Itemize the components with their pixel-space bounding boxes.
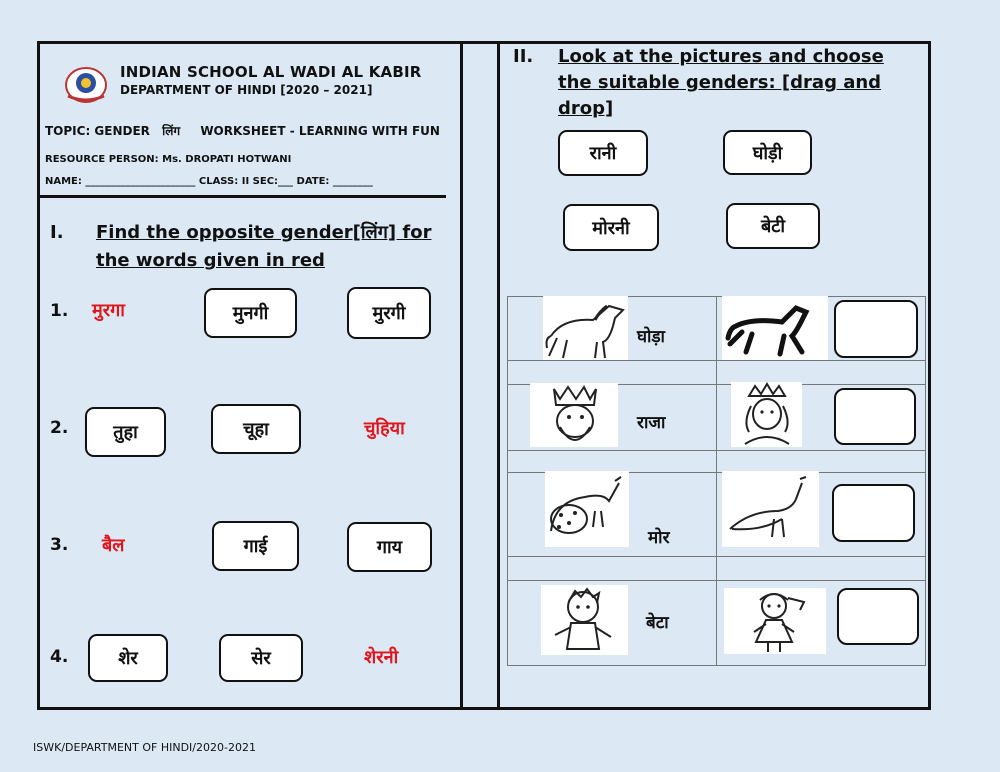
footer-text: ISWK/DEPARTMENT OF HINDI/2020-2021: [33, 741, 256, 754]
question-3-option-2[interactable]: गाय: [347, 522, 432, 572]
school-logo-icon: [64, 66, 108, 104]
topic-hindi: लिंग: [162, 124, 181, 138]
column-divider-left: [460, 41, 463, 710]
section2-number: II.: [513, 46, 534, 67]
department-name: DEPARTMENT OF HINDI [2020 – 2021]: [120, 83, 373, 97]
question-2-word: चुहिया: [364, 418, 405, 439]
drag-choice-morni[interactable]: मोरनी: [563, 204, 659, 251]
question-1-word: मुरगा: [92, 300, 125, 321]
row-4-label: बेटा: [646, 613, 669, 633]
question-4-word: शेरनी: [364, 647, 399, 668]
drag-choice-beti[interactable]: बेटी: [726, 203, 820, 249]
question-2-number: 2.: [50, 418, 69, 438]
question-1-option-1[interactable]: मुनगी: [204, 288, 297, 338]
topic-line: [45, 122, 448, 139]
header-divider: [40, 195, 446, 198]
peacock-picture: [545, 471, 629, 547]
row-1-label: घोड़ा: [637, 327, 665, 347]
question-3-word: बैल: [102, 535, 125, 556]
section1-number: I.: [50, 222, 64, 243]
topic-label: TOPIC: GENDER: [45, 124, 150, 138]
question-4-option-1[interactable]: शेर: [88, 634, 168, 682]
section1-title: Find the opposite gender[लिंग] for the words given in red: [96, 222, 432, 271]
drop-box-row-1[interactable]: [834, 300, 918, 358]
question-4-option-2[interactable]: सेर: [219, 634, 303, 682]
queen-picture: [731, 382, 802, 447]
mare-picture: [722, 296, 828, 360]
question-2-option-2[interactable]: चूहा: [211, 404, 301, 454]
section2-title: Look at the pictures and choose the suitable genders: [drag and drop]: [558, 46, 884, 119]
school-name: INDIAN SCHOOL AL WADI AL KABIR: [120, 63, 422, 81]
name-class-line: NAME: ______________________ CLASS: II SEC:___ DATE: ________: [45, 176, 373, 187]
topic-tail: WORKSHEET - LEARNING WITH FUN: [200, 124, 440, 138]
question-4-number: 4.: [50, 647, 69, 667]
resource-person: RESOURCE PERSON: Ms. DROPATI HOTWANI: [45, 154, 292, 165]
drag-choice-ghodi[interactable]: घोड़ी: [723, 130, 812, 175]
king-picture: [530, 383, 618, 447]
question-1-option-2[interactable]: मुरगी: [347, 287, 431, 339]
drop-box-row-4[interactable]: [837, 588, 919, 645]
question-1-number: 1.: [50, 301, 69, 321]
horse-picture: [543, 296, 628, 360]
question-3-number: 3.: [50, 535, 69, 555]
row-2-label: राजा: [637, 413, 666, 433]
peahen-picture: [722, 471, 819, 547]
drag-choice-rani[interactable]: रानी: [558, 130, 648, 176]
column-divider-right: [497, 41, 500, 710]
row-3-label: मोर: [648, 528, 670, 548]
drop-box-row-3[interactable]: [832, 484, 915, 542]
drop-box-row-2[interactable]: [834, 388, 916, 445]
girl-picture: [724, 588, 826, 654]
question-2-option-1[interactable]: तुहा: [85, 407, 166, 457]
question-3-option-1[interactable]: गाई: [212, 521, 299, 571]
boy-picture: [541, 585, 628, 655]
